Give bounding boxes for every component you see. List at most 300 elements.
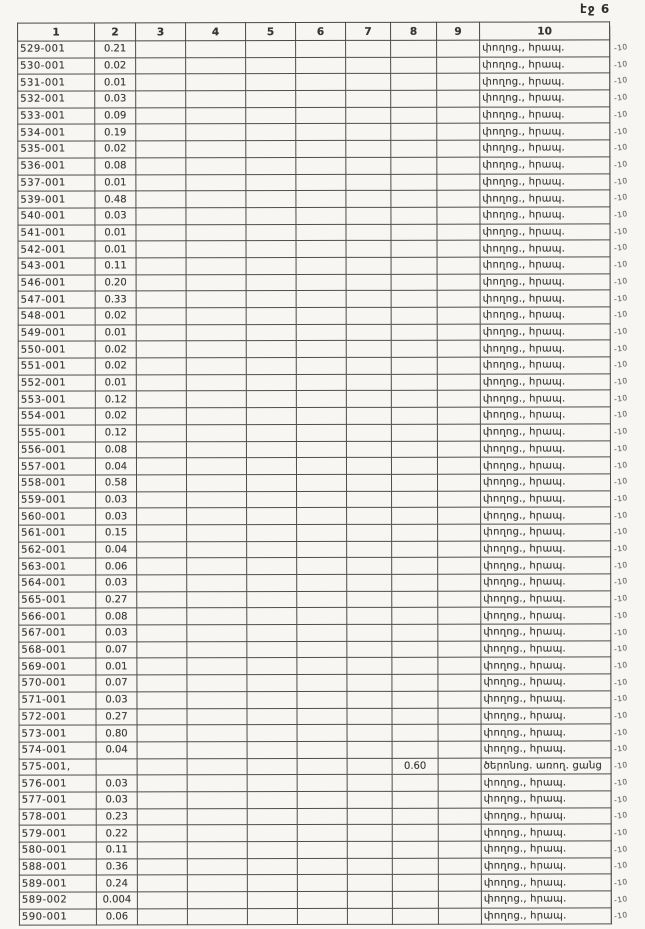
- description-cell: փողոց., հրապ.: [480, 440, 610, 457]
- empty-cell: [186, 74, 246, 91]
- code-cell: 565-001: [19, 592, 96, 609]
- value-cell: 0.60: [392, 758, 438, 775]
- description-cell: փողոց., հրապ.: [480, 173, 610, 190]
- margin-mark: -10: [613, 492, 629, 504]
- margin-mark: -10: [613, 760, 629, 772]
- code-cell: 531-001: [18, 74, 95, 91]
- margin-mark: -10: [613, 793, 629, 805]
- description-cell: փողոց., հրապ.: [481, 674, 611, 691]
- description-cell: փողոց., հրապ.: [481, 591, 611, 608]
- table-row: [19, 474, 611, 492]
- empty-cell: [137, 825, 187, 842]
- empty-cell: [297, 608, 347, 625]
- empty-cell: [296, 324, 346, 341]
- code-cell: 562-001: [19, 542, 96, 559]
- empty-cell: [136, 441, 186, 458]
- code-cell: 569-001: [19, 658, 96, 675]
- code-cell: 546-001: [18, 275, 95, 292]
- value-cell: [96, 758, 137, 775]
- empty-cell: [136, 308, 186, 325]
- value-cell: 0.36: [96, 859, 137, 876]
- description-cell: փողոց., հրապ.: [480, 57, 610, 74]
- margin-mark: -10: [613, 593, 629, 605]
- empty-cell: [187, 675, 247, 692]
- empty-cell: [137, 792, 187, 809]
- description-cell: փողոց., հրապ.: [481, 891, 611, 908]
- column-header: 3: [136, 23, 186, 41]
- table-row: [19, 724, 611, 742]
- description-cell: փողոց., հրապ.: [480, 374, 610, 391]
- value-cell: [392, 741, 438, 758]
- column-header: 1: [18, 23, 95, 41]
- empty-cell: [297, 875, 347, 892]
- empty-cell: [137, 892, 187, 909]
- value-cell: [392, 774, 438, 791]
- empty-cell: [438, 524, 481, 541]
- margin-mark: -10: [613, 42, 629, 53]
- margin-mark: -10: [613, 325, 629, 337]
- empty-cell: [438, 507, 481, 524]
- value-cell: 0.09: [95, 108, 136, 125]
- table-row: [19, 557, 611, 575]
- margin-marks: [614, 40, 644, 926]
- empty-cell: [136, 174, 186, 191]
- empty-cell: [246, 324, 296, 341]
- empty-cell: [296, 107, 346, 124]
- empty-cell: [246, 374, 296, 391]
- margin-mark: -10: [613, 826, 629, 838]
- empty-cell: [296, 90, 346, 107]
- table-row: [19, 858, 611, 876]
- empty-cell: [186, 107, 246, 124]
- empty-cell: [346, 57, 391, 74]
- value-cell: 0.22: [96, 825, 137, 842]
- value-cell: 0.03: [96, 692, 137, 709]
- empty-cell: [347, 641, 392, 658]
- table-row: [18, 324, 610, 342]
- empty-cell: [438, 891, 481, 908]
- empty-cell: [136, 91, 186, 108]
- empty-cell: [346, 74, 391, 91]
- empty-cell: [437, 307, 480, 324]
- empty-cell: [186, 191, 246, 208]
- value-cell: 0.01: [96, 658, 137, 675]
- empty-cell: [438, 658, 481, 675]
- empty-cell: [346, 191, 391, 208]
- description-cell: փողոց., հրապ.: [481, 858, 611, 875]
- empty-cell: [137, 575, 187, 592]
- code-cell: 549-001: [18, 325, 95, 342]
- empty-cell: [137, 591, 187, 608]
- empty-cell: [247, 791, 297, 808]
- code-cell: 547-001: [18, 291, 95, 308]
- empty-cell: [437, 40, 480, 57]
- table-row: [18, 90, 610, 108]
- description-cell: փողոց., հրապ.: [481, 808, 611, 825]
- description-cell: փողոց., հրապ.: [481, 791, 611, 808]
- empty-cell: [438, 541, 481, 558]
- empty-cell: [136, 458, 186, 475]
- value-cell: [391, 357, 437, 374]
- empty-cell: [247, 658, 297, 675]
- empty-cell: [186, 358, 246, 375]
- value-cell: [391, 157, 437, 174]
- empty-cell: [296, 274, 346, 291]
- value-cell: 0.03: [96, 775, 137, 792]
- empty-cell: [187, 541, 247, 558]
- empty-cell: [438, 724, 481, 741]
- code-cell: 559-001: [19, 492, 96, 509]
- empty-cell: [346, 441, 391, 458]
- value-cell: [392, 507, 438, 524]
- description-cell: փողոց., հրապ.: [480, 424, 610, 441]
- value-cell: [392, 891, 438, 908]
- empty-cell: [246, 74, 296, 91]
- value-cell: 0.01: [95, 241, 136, 258]
- empty-cell: [186, 124, 246, 141]
- empty-cell: [187, 641, 247, 658]
- value-cell: [391, 74, 437, 91]
- empty-cell: [346, 407, 391, 424]
- empty-cell: [137, 608, 187, 625]
- code-cell: 530-001: [18, 58, 95, 75]
- empty-cell: [246, 91, 296, 108]
- empty-cell: [136, 158, 186, 175]
- value-cell: 0.08: [95, 158, 136, 175]
- empty-cell: [187, 742, 247, 759]
- value-cell: 0.06: [96, 909, 137, 926]
- empty-cell: [438, 858, 481, 875]
- empty-cell: [136, 425, 186, 442]
- code-cell: 540-001: [18, 208, 95, 225]
- value-cell: 0.20: [95, 274, 136, 291]
- empty-cell: [247, 758, 297, 775]
- code-cell: 560-001: [19, 508, 96, 525]
- code-cell: 589-001: [19, 875, 96, 892]
- empty-cell: [347, 524, 392, 541]
- margin-mark: -10: [613, 275, 629, 287]
- empty-cell: [437, 174, 480, 191]
- empty-cell: [438, 691, 481, 708]
- empty-cell: [137, 909, 187, 926]
- empty-cell: [247, 775, 297, 792]
- value-cell: [391, 307, 437, 324]
- table-row: [19, 808, 611, 826]
- code-cell: 553-001: [18, 391, 95, 408]
- empty-cell: [247, 524, 297, 541]
- margin-mark: -10: [613, 158, 629, 170]
- empty-cell: [296, 141, 346, 158]
- empty-cell: [346, 241, 391, 258]
- empty-cell: [246, 241, 296, 258]
- empty-cell: [438, 591, 481, 608]
- empty-cell: [187, 892, 247, 909]
- table-row: [19, 641, 611, 659]
- description-cell: փողոց., հրապ.: [480, 324, 610, 341]
- table-row: [18, 340, 610, 358]
- table-row: [18, 190, 610, 208]
- empty-cell: [136, 74, 186, 91]
- margin-mark: -10: [613, 75, 629, 87]
- column-header: 10: [480, 22, 610, 40]
- empty-cell: [137, 708, 187, 725]
- empty-cell: [296, 124, 346, 141]
- empty-cell: [297, 675, 347, 692]
- value-cell: 0.02: [95, 308, 136, 325]
- empty-cell: [297, 858, 347, 875]
- empty-cell: [346, 157, 391, 174]
- value-cell: 0.19: [95, 124, 136, 141]
- empty-cell: [438, 708, 481, 725]
- value-cell: [391, 140, 437, 157]
- empty-cell: [347, 674, 392, 691]
- code-cell: 579-001: [19, 825, 96, 842]
- table-row: [18, 107, 610, 125]
- empty-cell: [346, 124, 391, 141]
- empty-cell: [437, 190, 480, 207]
- empty-cell: [186, 308, 246, 325]
- margin-mark: -10: [613, 392, 629, 404]
- value-cell: [391, 324, 437, 341]
- empty-cell: [297, 658, 347, 675]
- empty-cell: [437, 107, 480, 124]
- value-cell: [391, 174, 437, 191]
- empty-cell: [438, 608, 481, 625]
- empty-cell: [246, 157, 296, 174]
- empty-cell: [137, 858, 187, 875]
- empty-cell: [137, 491, 187, 508]
- margin-mark: -10: [613, 376, 629, 387]
- empty-cell: [247, 508, 297, 525]
- empty-cell: [186, 391, 246, 408]
- value-cell: 0.04: [96, 541, 137, 558]
- empty-cell: [137, 475, 187, 492]
- description-cell: փողոց., հրապ.: [481, 824, 611, 841]
- empty-cell: [296, 391, 346, 408]
- empty-cell: [246, 391, 296, 408]
- empty-cell: [187, 775, 247, 792]
- code-cell: 537-001: [18, 174, 95, 191]
- code-cell: 573-001: [19, 725, 96, 742]
- empty-cell: [297, 825, 347, 842]
- empty-cell: [296, 40, 346, 57]
- empty-cell: [186, 341, 246, 358]
- value-cell: 0.01: [95, 375, 136, 392]
- margin-mark: -10: [613, 743, 629, 755]
- empty-cell: [296, 157, 346, 174]
- value-cell: 0.27: [96, 592, 137, 609]
- value-cell: 0.02: [95, 141, 136, 158]
- empty-cell: [346, 224, 391, 241]
- empty-cell: [137, 558, 187, 575]
- empty-cell: [187, 658, 247, 675]
- empty-cell: [136, 241, 186, 258]
- description-cell: փողոց., հրապ.: [480, 73, 610, 90]
- empty-cell: [437, 90, 480, 107]
- value-cell: [392, 591, 438, 608]
- empty-cell: [347, 691, 392, 708]
- empty-cell: [246, 408, 296, 425]
- empty-cell: [346, 458, 391, 475]
- empty-cell: [297, 841, 347, 858]
- empty-cell: [136, 208, 186, 225]
- description-cell: փողոց., հրապ.: [481, 474, 611, 491]
- value-cell: [392, 808, 438, 825]
- value-cell: [392, 724, 438, 741]
- empty-cell: [186, 157, 246, 174]
- margin-mark: -10: [613, 58, 629, 70]
- empty-cell: [296, 74, 346, 91]
- table-row: [19, 591, 611, 609]
- empty-cell: [186, 208, 246, 225]
- margin-mark: -10: [613, 609, 629, 621]
- empty-cell: [186, 224, 246, 241]
- empty-cell: [297, 891, 347, 908]
- code-cell: 539-001: [18, 191, 95, 208]
- margin-mark: -10: [613, 175, 629, 187]
- empty-cell: [187, 875, 247, 892]
- code-cell: 578-001: [19, 809, 96, 826]
- description-cell: ծերոնոց. առող. ցանց: [481, 757, 611, 774]
- empty-cell: [247, 842, 297, 859]
- margin-mark: -10: [613, 476, 629, 488]
- table-body: [18, 40, 612, 926]
- empty-cell: [297, 808, 347, 825]
- margin-mark: -10: [613, 659, 629, 671]
- table-row: [19, 657, 611, 675]
- value-cell: 0.24: [96, 875, 137, 892]
- table-row: [18, 207, 610, 225]
- table-row: [19, 774, 611, 792]
- table-row: [19, 524, 611, 542]
- value-cell: [391, 374, 437, 391]
- value-cell: [392, 641, 438, 658]
- empty-cell: [346, 291, 391, 308]
- empty-cell: [437, 457, 480, 474]
- empty-cell: [437, 274, 480, 291]
- margin-mark: -10: [613, 710, 629, 721]
- empty-cell: [186, 441, 246, 458]
- empty-cell: [137, 541, 187, 558]
- empty-cell: [347, 808, 392, 825]
- empty-cell: [247, 575, 297, 592]
- table-row: [19, 507, 611, 525]
- code-cell: 564-001: [19, 575, 96, 592]
- empty-cell: [247, 825, 297, 842]
- empty-cell: [297, 741, 347, 758]
- empty-cell: [438, 774, 481, 791]
- empty-cell: [347, 741, 392, 758]
- margin-mark: -10: [613, 643, 629, 655]
- empty-cell: [296, 307, 346, 324]
- value-cell: 0.02: [95, 408, 136, 425]
- code-cell: 555-001: [18, 425, 95, 442]
- empty-cell: [438, 491, 481, 508]
- empty-cell: [246, 57, 296, 74]
- description-cell: փողոց., հրապ.: [480, 123, 610, 140]
- table-row: [19, 707, 611, 725]
- empty-cell: [137, 808, 187, 825]
- code-cell: 548-001: [18, 308, 95, 325]
- empty-cell: [186, 274, 246, 291]
- empty-cell: [187, 858, 247, 875]
- table-row: [18, 374, 610, 392]
- empty-cell: [187, 608, 247, 625]
- code-cell: 535-001: [18, 141, 95, 158]
- empty-cell: [247, 625, 297, 642]
- code-cell: 577-001: [19, 792, 96, 809]
- table-row: [18, 274, 610, 292]
- empty-cell: [437, 357, 480, 374]
- empty-cell: [186, 41, 246, 58]
- margin-mark: -10: [613, 509, 629, 521]
- table-row: [18, 140, 610, 158]
- margin-mark: -10: [613, 225, 629, 237]
- table-row: [18, 257, 610, 275]
- empty-cell: [247, 608, 297, 625]
- margin-mark: -10: [613, 192, 629, 204]
- column-header: 5: [246, 23, 296, 41]
- empty-cell: [347, 474, 392, 491]
- empty-cell: [296, 291, 346, 308]
- empty-cell: [438, 574, 481, 591]
- empty-cell: [247, 892, 297, 909]
- column-header: 8: [391, 22, 437, 40]
- empty-cell: [137, 775, 187, 792]
- table-right-edge-line: [610, 26, 611, 923]
- description-cell: փողոց., հրապ.: [480, 290, 610, 307]
- empty-cell: [438, 641, 481, 658]
- description-cell: փողոց., հրապ.: [480, 90, 610, 107]
- margin-mark: -10: [613, 459, 629, 471]
- empty-cell: [186, 91, 246, 108]
- margin-mark: -10: [613, 693, 629, 705]
- margin-mark: -10: [613, 877, 629, 888]
- empty-cell: [247, 675, 297, 692]
- value-cell: [392, 541, 438, 558]
- margin-mark: -10: [613, 309, 629, 321]
- empty-cell: [246, 441, 296, 458]
- empty-cell: [137, 692, 187, 709]
- margin-mark: -10: [613, 543, 629, 554]
- margin-mark: -10: [613, 108, 629, 120]
- empty-cell: [136, 57, 186, 74]
- empty-cell: [296, 241, 346, 258]
- description-cell: փողոց., հրապ.: [480, 457, 610, 474]
- empty-cell: [347, 658, 392, 675]
- empty-cell: [437, 157, 480, 174]
- table-row: [19, 874, 611, 892]
- empty-cell: [246, 191, 296, 208]
- empty-cell: [297, 541, 347, 558]
- table-row: [18, 357, 610, 375]
- empty-cell: [347, 908, 392, 925]
- table-row: [19, 674, 611, 692]
- margin-mark: -10: [613, 910, 629, 922]
- value-cell: 0.03: [95, 208, 136, 225]
- description-cell: փողոց., հրապ.: [480, 240, 610, 257]
- table-row: [18, 240, 610, 258]
- empty-cell: [137, 525, 187, 542]
- empty-cell: [296, 191, 346, 208]
- code-cell: 566-001: [19, 608, 96, 625]
- empty-cell: [247, 474, 297, 491]
- description-cell: փողոց., հրապ.: [480, 357, 610, 374]
- empty-cell: [246, 174, 296, 191]
- empty-cell: [437, 391, 480, 408]
- code-cell: 589-002: [19, 892, 96, 909]
- description-cell: փողոց., հրապ.: [481, 908, 611, 925]
